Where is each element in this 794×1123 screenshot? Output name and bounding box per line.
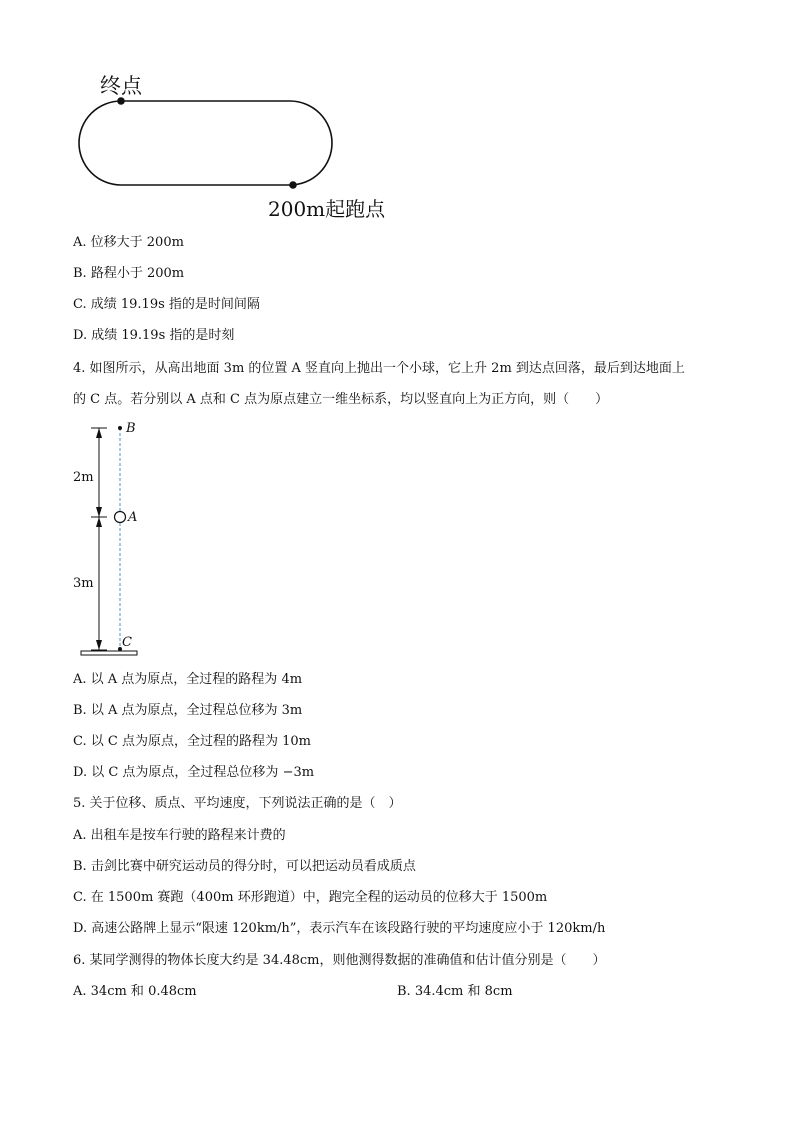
dim-lower-label: 3m <box>73 576 94 591</box>
dim-upper-label: 2m <box>73 470 94 485</box>
q4-option-c: C. 以 C 点为原点，全过程的路程为 10m <box>73 734 311 749</box>
q5-option-a: A. 出租车是按车行驶的路程来计费的 <box>73 828 286 843</box>
q3-option-c: C. 成绩 19.19s 指的是时间间隔 <box>73 297 260 312</box>
arrow-top <box>96 428 102 438</box>
finish-label: 终点 <box>100 74 142 98</box>
point-a-label: A <box>128 510 138 525</box>
arrow-bottom <box>96 640 102 650</box>
q3-option-b: B. 路程小于 200m <box>73 266 185 281</box>
start-point <box>289 181 297 189</box>
q4-option-d: D. 以 C 点为原点，全过程总位移为 −3m <box>73 765 315 780</box>
point-b-dot <box>118 426 122 430</box>
q6-stem: 6. 某同学测得的物体长度大约是 34.48cm，则他测得数据的准确值和估计值分别是（ ） <box>73 953 606 968</box>
q3-option-d: D. 成绩 19.19s 指的是时刻 <box>73 328 235 343</box>
q4-option-b: B. 以 A 点为原点，全过程总位移为 3m <box>73 703 303 718</box>
q5-option-c: C. 在 1500m 赛跑（400m 环形跑道）中，跑完全程的运动员的位移大于 1500m <box>73 890 548 905</box>
point-b-label: B <box>126 421 136 436</box>
ground <box>81 651 137 655</box>
q4-stem-line2: 的 C 点。若分别以 A 点和 C 点为原点建立一维坐标系，均以竖直向上为正方向，则（ ） <box>73 392 609 407</box>
q5-option-d: D. 高速公路牌上显示“限速 120km/h”，表示汽车在该段路行驶的平均速度应小于 120km/h <box>73 921 606 936</box>
track-figure <box>70 88 345 196</box>
arrow-mid-down <box>96 507 102 517</box>
q4-stem-line1: 4. 如图所示，从高出地面 3m 的位置 A 竖直向上抛出一个小球，它上升 2m 到达点回落，最后到达地面上 <box>73 361 685 376</box>
q5-option-b: B. 击剑比赛中研究运动员的得分时，可以把运动员看成质点 <box>73 859 416 874</box>
arrow-mid-up <box>96 517 102 527</box>
q6-option-a: A. 34cm 和 0.48cm <box>73 984 197 999</box>
vertical-throw-figure <box>68 420 148 662</box>
q4-option-a: A. 以 A 点为原点，全过程的路程为 4m <box>73 672 303 687</box>
q3-option-a: A. 位移大于 200m <box>73 235 184 250</box>
q6-option-b: B. 34.4cm 和 8cm <box>397 984 513 999</box>
start-label: 200m起跑点 <box>268 197 386 221</box>
track-outline <box>79 101 332 185</box>
ball-at-a <box>115 512 126 523</box>
q5-stem: 5. 关于位移、质点、平均速度，下列说法正确的是（ ） <box>73 796 402 811</box>
point-c-label: C <box>122 635 132 650</box>
